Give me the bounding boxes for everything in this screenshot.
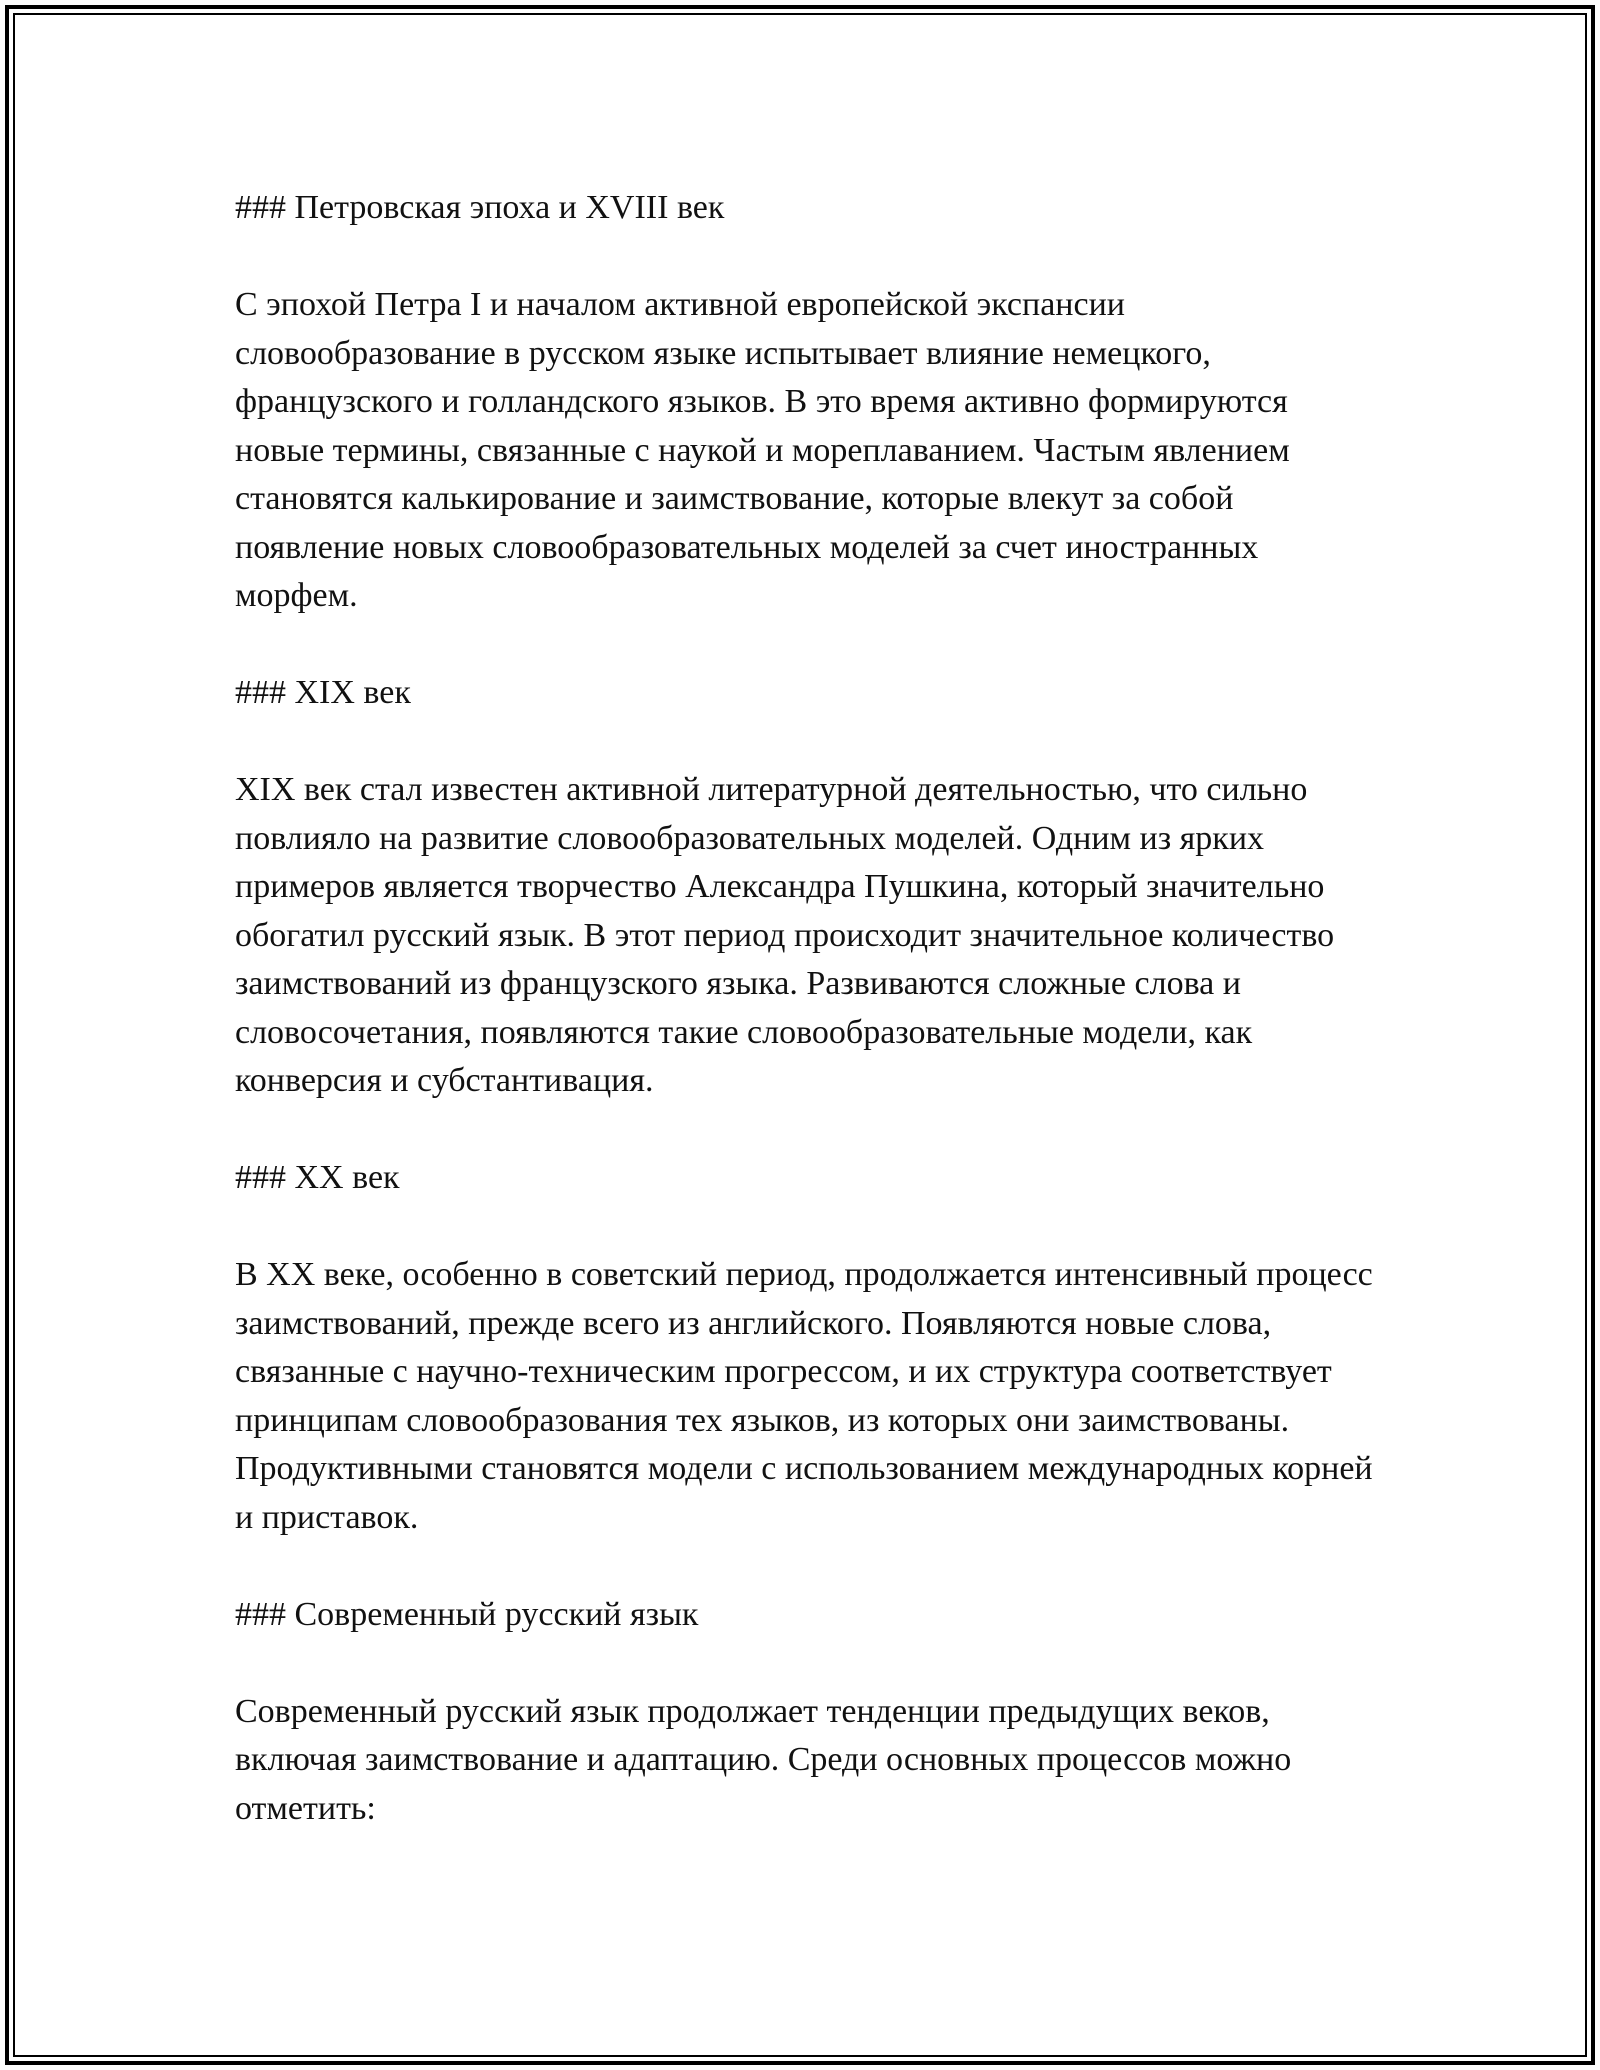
- section-heading-20th-century: ### XX век: [235, 1159, 400, 1196]
- paragraph-20th-century: В XX веке, особенно в советский период, продолжается интенсивный процесс заимствований, прежде всего из английского. Появляются новые слова, связанные с научно-техническим прогрессом, и их структура соответствует принципам словообразования тех языков, из которых они заимствованы. Продуктивными становятся модели с использованием международных корней и приставок.: [235, 1256, 1373, 1536]
- document-body: [235, 184, 1375, 1882]
- section-heading-modern-russian: ### Современный русский язык: [235, 1595, 699, 1633]
- section-heading-19th-century: ### XIX век: [235, 674, 411, 711]
- paragraph-petrine-era: С эпохой Петра I и началом активной европейской экспансии словообразование в русском языке испытывает влияние немецкого, французского и голландского языков. В это время активно формируются новые термины, связанные с наукой и мореплаванием. Частым явлением становятся калькирование и заимствование, которые влекут за собой появление новых словообразовательных моделей за счет иностранных морфем.: [235, 286, 1290, 614]
- paragraph-19th-century: XIX век стал известен активной литературной деятельностью, что сильно повлияло на развитие словообразовательных моделей. Одним из ярких примеров является творчество Александра Пушкина, который значительно обогатил русский язык. В этот период происходит значительное количество заимствований из французского языка. Развиваются сложные слова и словосочетания, появляются такие словообразовательные модели, как конверсия и субстантивация.: [235, 771, 1335, 1099]
- section-heading-petrine-era: ### Петровская эпоха и XVIII век: [235, 189, 725, 226]
- paragraph-modern-russian: Современный русский язык продолжает тенденции предыдущих веков, включая заимствование и адаптацию. Среди основных процессов можно отметить:: [235, 1692, 1292, 1827]
